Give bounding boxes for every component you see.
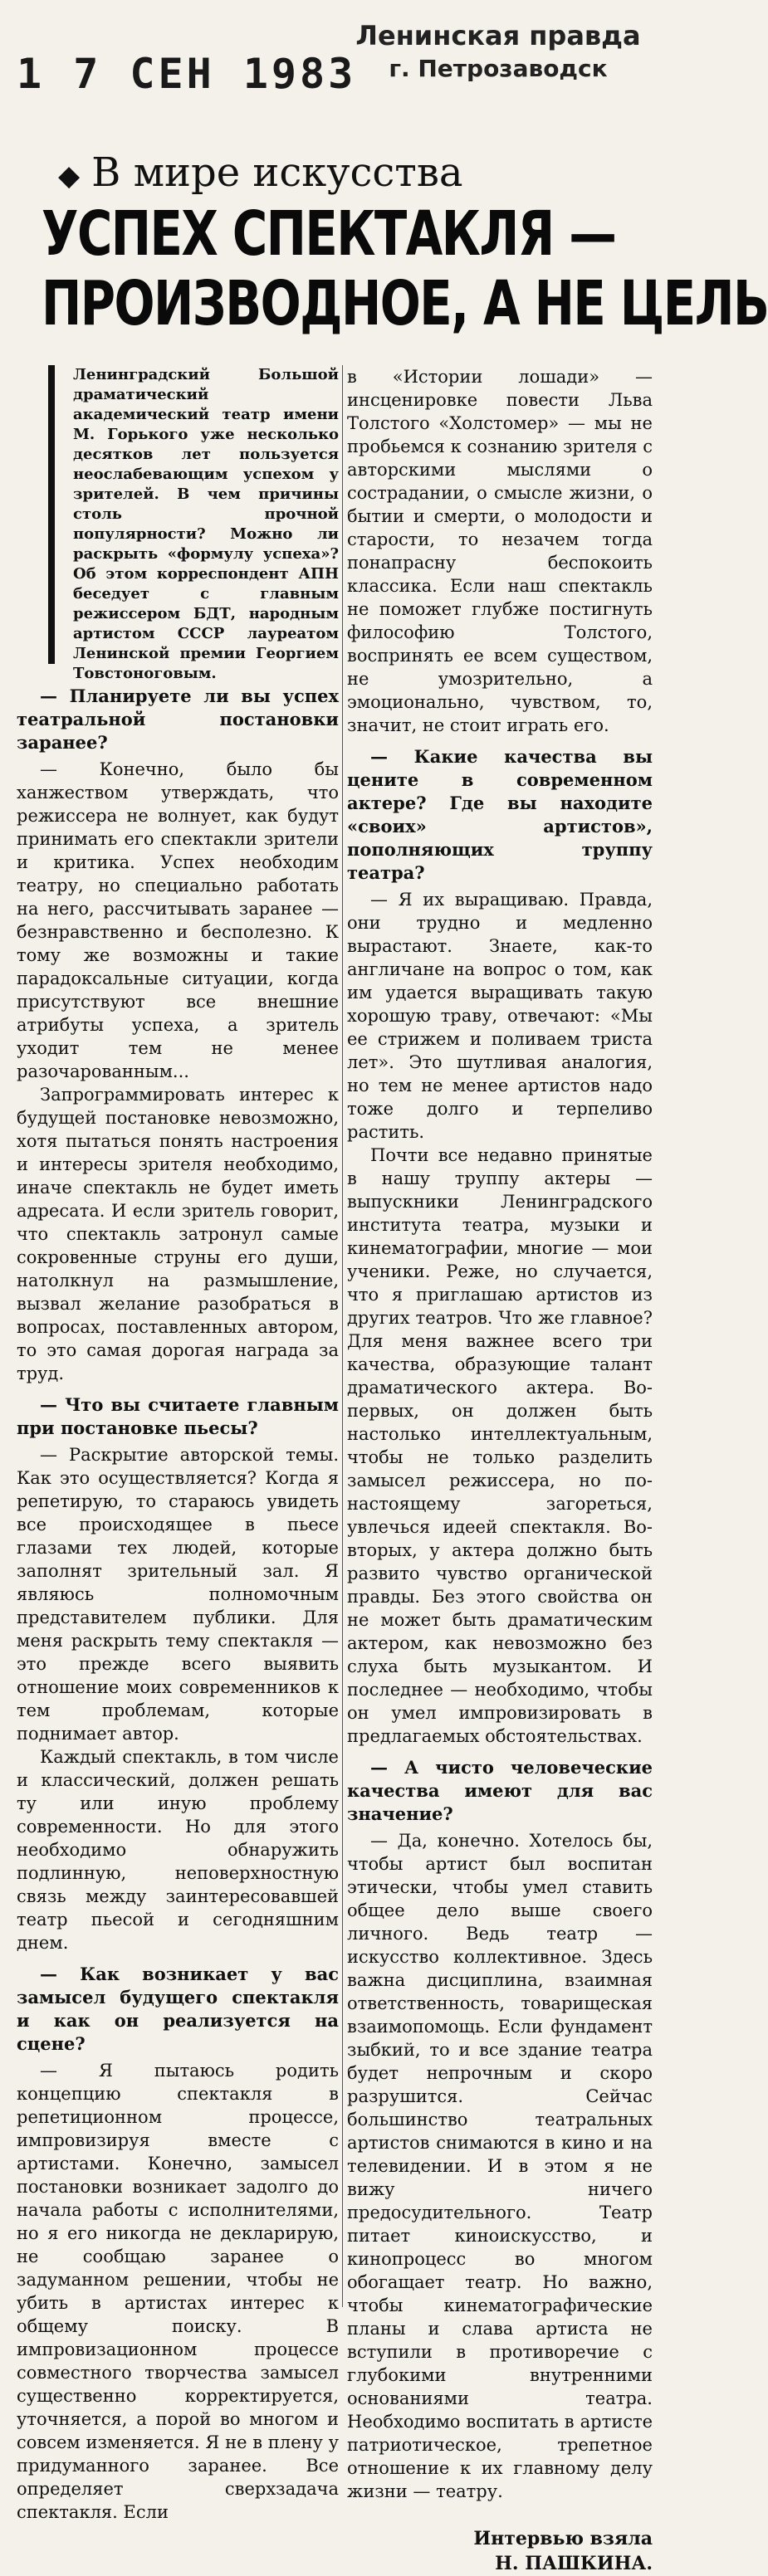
- signature: [347, 2526, 653, 2576]
- column-divider: [342, 365, 343, 2307]
- answer-paragraph: — Раскрытие авторской темы. Как это осуществляется? Когда я репетирую, то стараюсь увидеть все происходящее в пьесе глазами тех людей, которые заполнят зрительный зал. Я являюсь полномочным представителем публики. Для меня раскрыть тему спектакля — это прежде всего выявить отношение моих современников к тем проблемам, которые поднимает автор.: [17, 1445, 339, 1744]
- answer-paragraph: — Я пытаюсь родить концепцию спектакля в репетиционном процессе, импровизируя вместе с артистами. Конечно, замысел постановки возникает задолго до начала работы с исполнителями, но я его никогда не декларирую, не сообщаю заранее о задуманном решении, чтобы не убить в артистах интерес к общему поиску. В импровизационном процессе совместного творчества замысел существенно корректируется, уточняется, а порой во многом и совсем изменяется. Я не в плену у придуманного заранее. Все определяет сверхзадача спектакля. Если: [17, 2061, 339, 2522]
- question: — Что вы считаете главным при постановке пьесы?: [17, 1394, 339, 1438]
- answer-paragraph: Запрограммировать интерес к будущей постановке невозможно, хотя пытаться понять настроения и интересы зрителя необходимо, иначе спектакль не будет иметь адресата. И если зритель говорит, что спектакль затронул самые сокровенные струны его души, натолкнул на размышление, вызвал желание разобраться в вопросах, поставленных автором, то это самая дорогая награда за труд.: [17, 1085, 339, 1383]
- newspaper-city: г. Петрозаводск: [389, 55, 608, 82]
- diamond-bullet-icon: ◆: [58, 159, 81, 193]
- continued-paragraph: в «Истории лошади» — инсценировке повести Льва Толстого «Холстомер» — мы не пробьемся к сознанию зрителя с авторскими мыслями о сострадании, о смысле жизни, о бытии и смерти, о молодости и старости, то незачем тогда понапрасну беспокоить классика. Если наш спектакль не поможет глубже постигнуть философию Толстого, воспринять ее всем существом, не умозрительно, а эмоционально, чувством, то, значит, не стоит играть его.: [347, 367, 653, 735]
- lead-bar: [48, 365, 55, 664]
- question: — А чисто человеческие качества имеют для вас значение?: [347, 1757, 653, 1824]
- headline: [42, 198, 768, 339]
- question: — Планируете ли вы успех театральной постановки заранее?: [17, 685, 339, 753]
- signature-line-2: Н. ПАШКИНА.: [495, 2553, 653, 2574]
- question: — Какие качества вы цените в современном актере? Где вы находите «своих» артистов», пополняющих труппу театра?: [347, 746, 653, 883]
- question: — Как возникает у вас замысел будущего спектакля и как он реализуется на сцене?: [17, 1964, 339, 2054]
- answer-paragraph: — Да, конечно. Хотелось бы, чтобы артист был воспитан этически, чтобы умел ставить общее дело выше своего личного. Ведь театр — искусство коллективное. Здесь важна дисциплина, взаимная ответственность, товарищеская взаимопомощь. Если фундамент зыбкий, то и все здание театра будет непрочным и скоро разрушится. Сейчас большинство театральных артистов снимаются в кино и на телевидении. И в этом я не вижу ничего предосудительного. Театр питает киноискусство, и кинопроцесс во многом обогащает театр. Но важно, чтобы кинематографические планы и слава артиста не вступили в противоречие с глубокими внутренними основаниями театра. Необходимо воспитать в артисте патриотическое, трепетное отношение к их главному делу жизни — театру.: [347, 1831, 653, 2501]
- signature-line-1: Интервью взяла: [473, 2528, 653, 2549]
- rubric: [58, 149, 462, 196]
- headline-line-2: ПРОИЗВОДНОЕ, А НЕ ЦЕЛЬ: [42, 268, 768, 339]
- newspaper-name: Ленинская правда: [355, 20, 641, 51]
- answer-paragraph: Каждый спектакль, в том числе и классический, должен решать ту или иную проблему современности. Но для этого необходимо обнаружить подлинную, неповерхностную связь между заинтересовавшей театр пьесой и сегодняшним днем.: [17, 1747, 339, 1953]
- source-stamp: [349, 20, 648, 82]
- article-column-1: [17, 676, 339, 2522]
- date-stamp: 1 7 СЕН 1983: [17, 50, 357, 98]
- answer-paragraph: — Я их выращиваю. Правда, они трудно и медленно вырастают. Знаете, как-то англичане на вопрос о том, как им удается выращивать такую хорошую траву, отвечают: «Мы ее стрижем и поливаем триста лет». Это шутливая аналогия, но тем не менее артистов надо тоже долго и терпеливо растить.: [347, 890, 653, 1142]
- article-column-2: [347, 365, 653, 2574]
- answer-paragraph: Почти все недавно принятые в нашу труппу актеры — выпускники Ленинградского института театра, музыки и кинематографии, многие — мои ученики. Реже, но случается, что я приглашаю артистов из других театров. Что же главное? Для меня важнее всего три качества, образующие талант драматического актера. Во-первых, он должен быть настолько интеллектуальным, чтобы не только разделить замысел режиссера, но по-настоящему загореться, увлечься идеей спектакля. Во-вторых, у актера должно быть развито чувство органической правды. Без этого свойства он не может быть драматическим актером, как невозможно без слуха быть музыкантом. И последнее — необходимо, чтобы он умел импровизировать в предлагаемых обстоятельствах.: [347, 1145, 653, 1746]
- rubric-label: В мире искусства: [91, 149, 463, 196]
- headline-line-1: УСПЕХ СПЕКТАКЛЯ —: [42, 198, 616, 270]
- answer-paragraph: — Конечно, было бы ханжеством утверждать, что режиссера не волнует, как будут принимать его спектакли зрители и критика. Успех необходим театру, но специально работать на него, рассчитывать заранее — безнравственно и бесполезно. К тому же возможны и такие парадоксальные ситуации, когда присутствуют все внешние атрибуты успеха, а зритель уходит тем не менее разочарованным...: [17, 759, 339, 1081]
- lead-paragraph: Ленинградский Большой драматический академический театр имени М. Горького уже несколько десятков лет пользуется неослабевающим успехом у зрителей. В чем причины столь прочной популярности? Можно ли раскрыть «формулу успеха»? Об этом корреспондент АПН беседует с главным режиссером БДТ, народным артистом СССР лауреатом Ленинской премии Георгием Товстоноговым.: [73, 366, 339, 682]
